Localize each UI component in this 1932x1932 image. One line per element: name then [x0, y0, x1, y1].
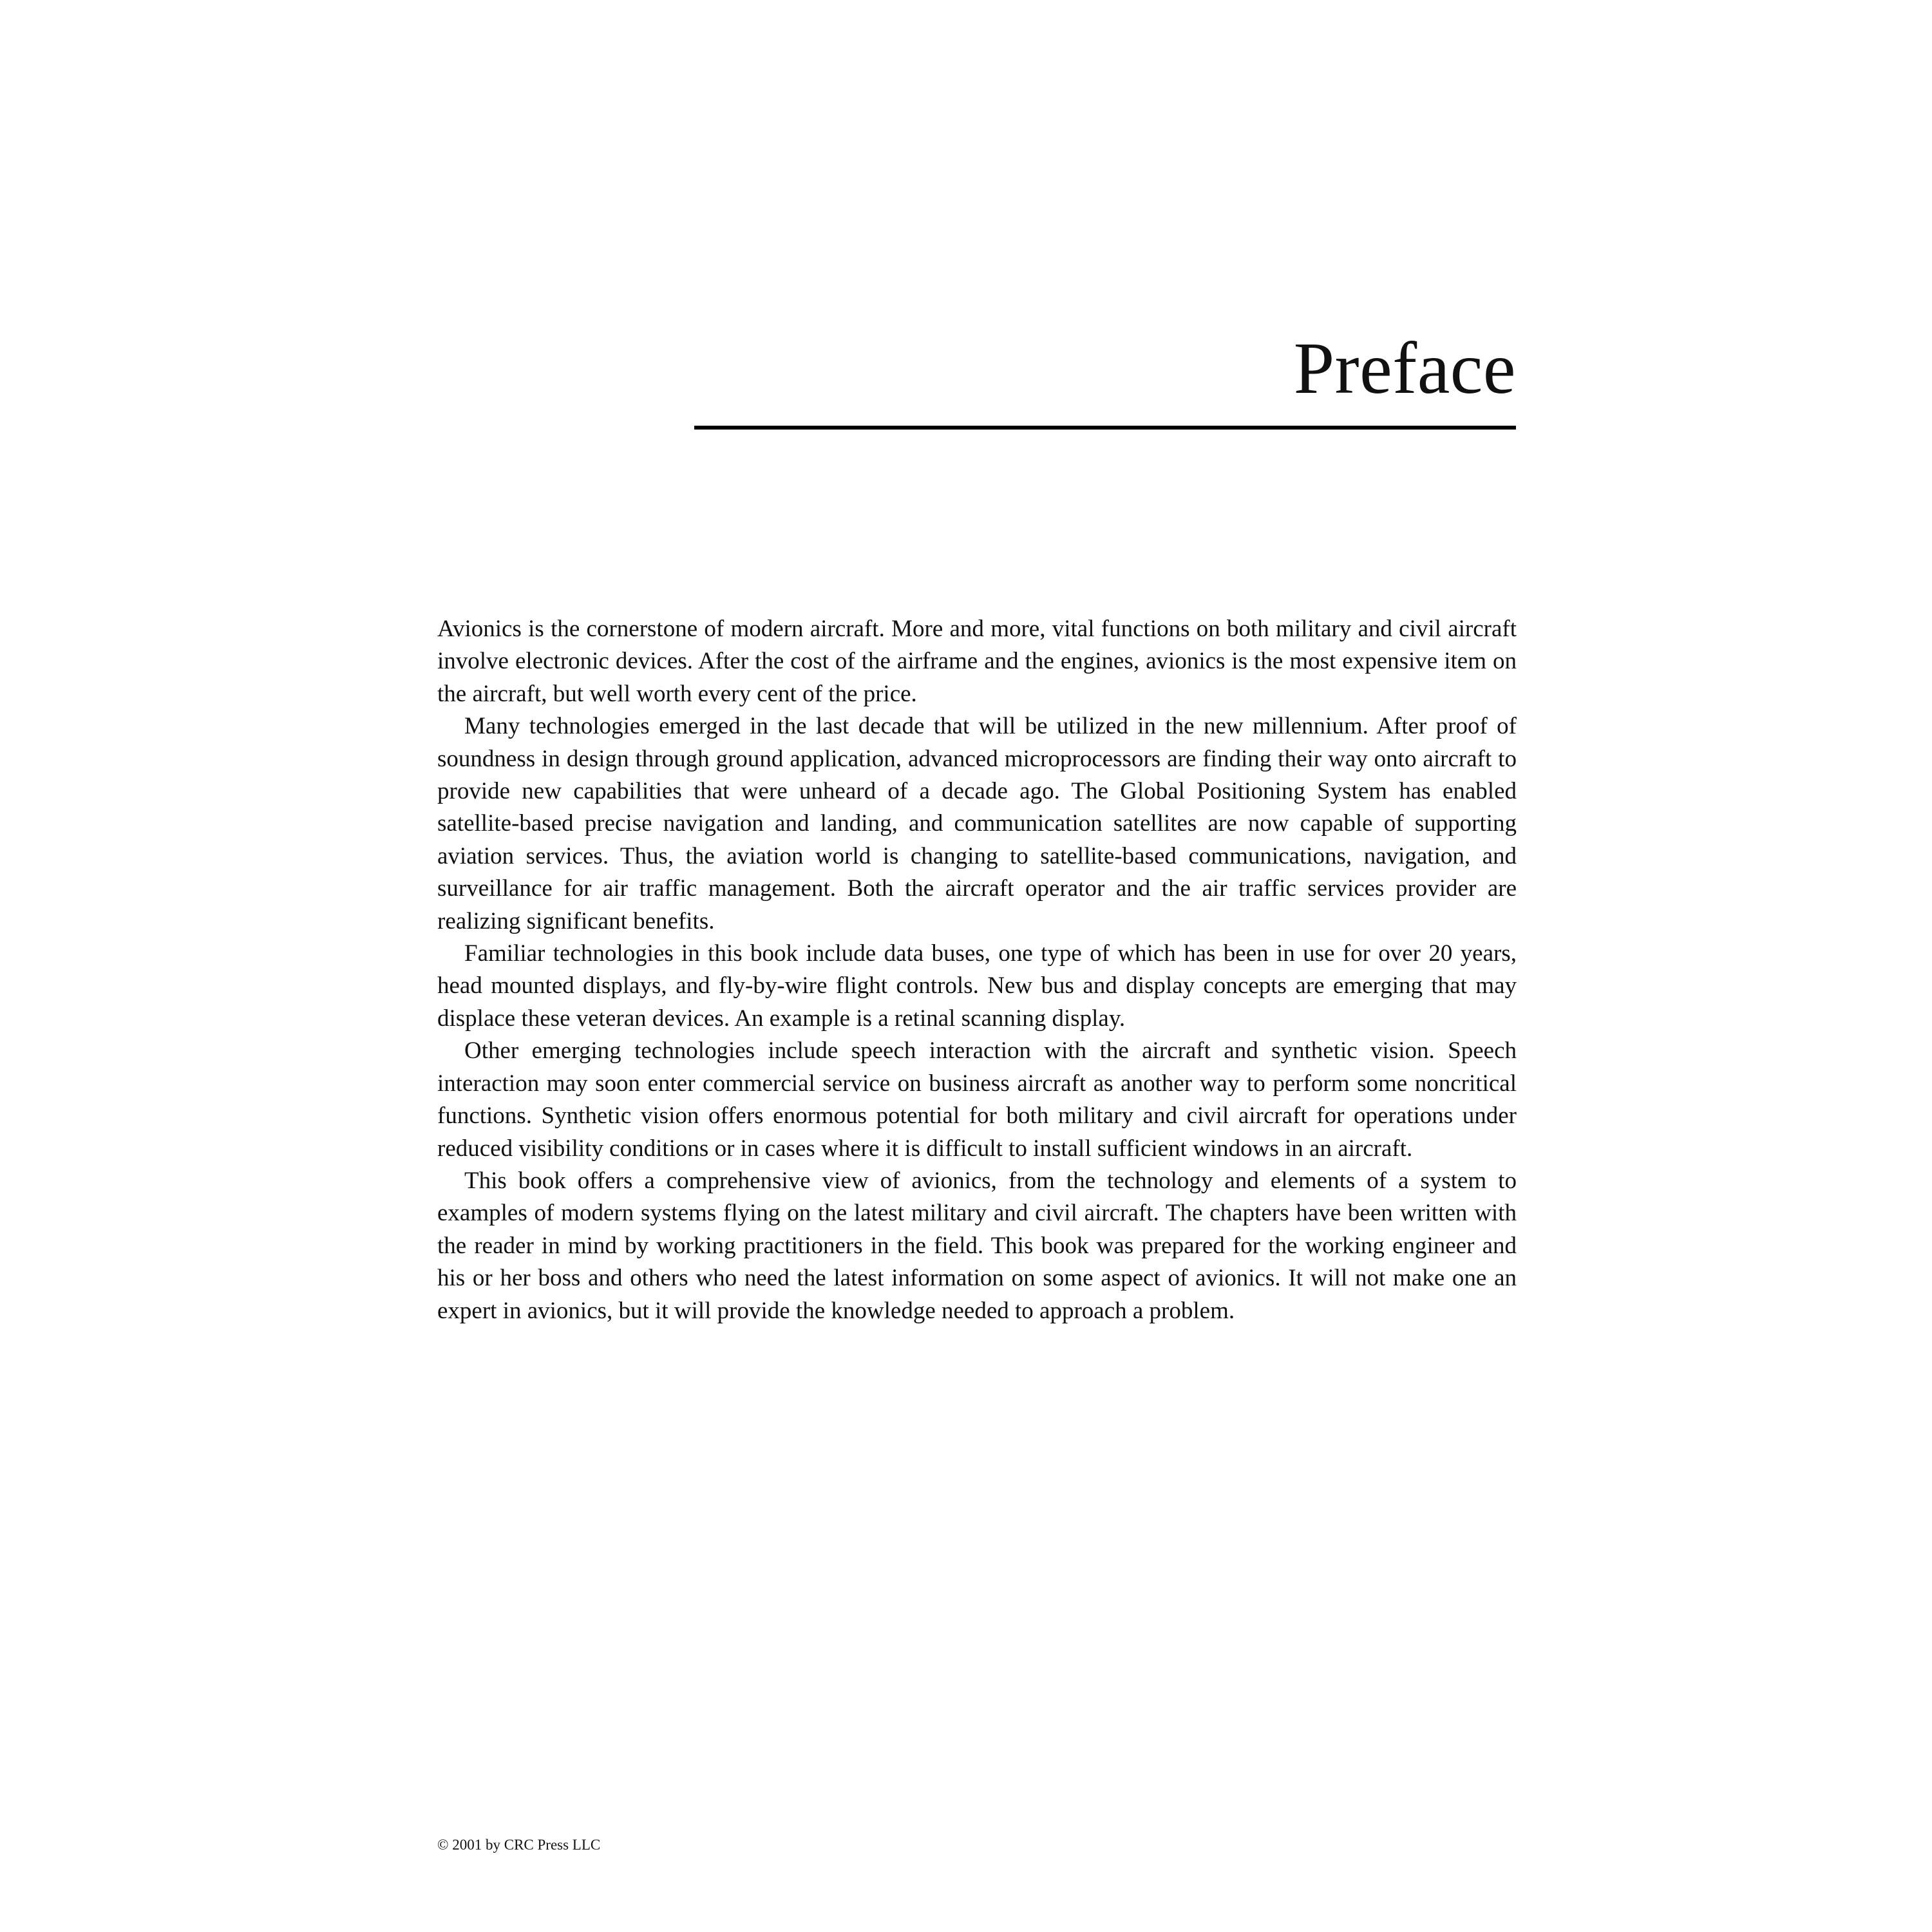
preface-body: [437, 613, 1517, 1327]
copyright-notice: © 2001 by CRC Press LLC: [437, 1837, 601, 1853]
paragraph: Familiar technologies in this book include data buses, one type of which has been in use for over 20 years, head mounted displays, and fly-by-wire flight controls. New bus and display concepts are emerging that may displace these veteran devices. An example is a retinal scanning display.: [437, 940, 1517, 1032]
paragraph: Many technologies emerged in the last decade that will be utilized in the new millennium. After proof of soundness in design through ground application, advanced microprocessors are finding their way onto aircraft to provide new capabilities that were unheard of a decade ago. The Global Positioning System has enabled satellite-based precise navigation and landing, and communication satellites are now capable of supporting aviation services. Thus, the aviation world is changing to satellite-based communications, navigation, and surveillance for air traffic management. Both the aircraft operator and the air traffic services provider are realizing significant benefits.: [437, 713, 1517, 934]
paragraph: This book offers a comprehensive view of avionics, from the technology and elements of a system to examples of modern systems flying on the latest military and civil aircraft. The chapters have been written with the reader in mind by working practitioners in the field. This book was prepared for the working engineer and his or her boss and others who need the latest information on some aspect of avionics. It will not make one an expert in avionics, but it will provide the knowledge needed to approach a problem.: [437, 1167, 1517, 1324]
paragraph: Avionics is the cornerstone of modern aircraft. More and more, vital functions on both military and civil aircraft involve electronic devices. After the cost of the airframe and the engines, avionics is the most expensive item on the aircraft, but well worth every cent of the price.: [437, 616, 1517, 707]
title-rule: [694, 426, 1516, 430]
page-title: Preface: [1293, 327, 1516, 409]
paragraph: Other emerging technologies include speech interaction with the aircraft and synthetic vision. Speech interaction may soon enter commercial service on business aircraft as another way to perform some noncritical functions. Synthetic vision offers enormous potential for both military and civil aircraft for operations under reduced visibility conditions or in cases where it is difficult to install sufficient windows in an aircraft.: [437, 1037, 1517, 1162]
